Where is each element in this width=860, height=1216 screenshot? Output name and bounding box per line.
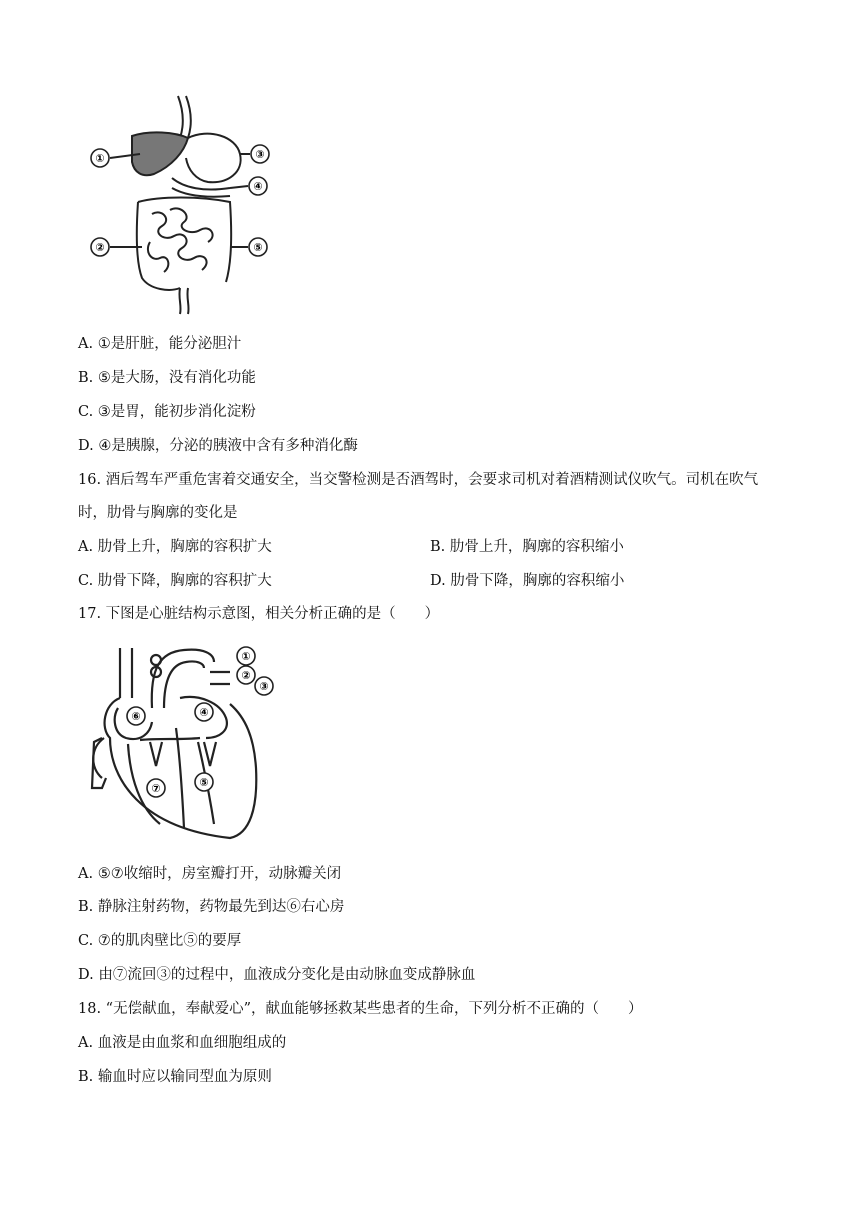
digestive-labels <box>91 145 269 256</box>
label-3: ③ <box>255 148 265 161</box>
q16-option-b: B. 肋骨上升，胸廓的容积缩小 <box>430 539 624 555</box>
q15-option-d: D. ④是胰腺，分泌的胰液中含有多种消化酶 <box>78 438 358 454</box>
heart-labels <box>127 647 273 797</box>
q17-stem: 17. 下图是心脏结构示意图，相关分析正确的是（ ） <box>78 606 440 622</box>
label-1: ① <box>95 152 105 165</box>
heart-structure-figure <box>80 638 290 848</box>
q17-option-b: B. 静脉注射药物，药物最先到达⑥右心房 <box>78 899 345 915</box>
heart-label-2: ② <box>241 669 251 682</box>
label-5: ⑤ <box>253 241 263 254</box>
digestive-system-figure <box>80 92 290 322</box>
q15-option-a: A. ①是肝脏，能分泌胆汁 <box>78 336 242 352</box>
q16-option-a: A. 肋骨上升，胸廓的容积扩大 <box>78 539 272 555</box>
heart-label-3: ③ <box>259 680 269 693</box>
q16-stem-line2: 时，肋骨与胸廓的变化是 <box>78 505 238 521</box>
heart-diagram <box>80 638 290 848</box>
q18-stem: 18. “无偿献血，奉献爱心”，献血能够拯救某些患者的生命，下列分析不正确的（ ） <box>78 1001 643 1017</box>
q18-option-a: A. 血液是由血浆和血细胞组成的 <box>78 1035 287 1051</box>
q16-option-c: C. 肋骨下降，胸廓的容积扩大 <box>78 573 272 589</box>
q16-stem-line1: 16. 酒后驾车严重危害着交通安全，当交警检测是否酒驾时，会要求司机对着酒精测试仪吹气。司机在吹气 <box>78 472 759 488</box>
q17-option-c: C. ⑦的肌肉壁比⑤的要厚 <box>78 933 242 949</box>
heart-label-1: ① <box>241 650 251 663</box>
heart-label-6: ⑥ <box>131 710 141 723</box>
q17-option-d: D. 由⑦流回③的过程中，血液成分变化是由动脉血变成静脉血 <box>78 967 476 983</box>
heart-label-4: ④ <box>199 706 209 719</box>
q16-option-d: D. 肋骨下降，胸廓的容积缩小 <box>430 573 625 589</box>
label-2: ② <box>95 241 105 254</box>
q18-option-b: B. 输血时应以输同型血为原则 <box>78 1069 272 1085</box>
heart-label-5: ⑤ <box>199 776 209 789</box>
heart-label-7: ⑦ <box>151 782 161 795</box>
digestive-system-diagram <box>80 92 290 322</box>
q15-option-c: C. ③是胃，能初步消化淀粉 <box>78 404 256 420</box>
q15-option-b: B. ⑤是大肠，没有消化功能 <box>78 370 256 386</box>
label-4: ④ <box>253 180 263 193</box>
q17-option-a: A. ⑤⑦收缩时，房室瓣打开，动脉瓣关闭 <box>78 866 342 882</box>
